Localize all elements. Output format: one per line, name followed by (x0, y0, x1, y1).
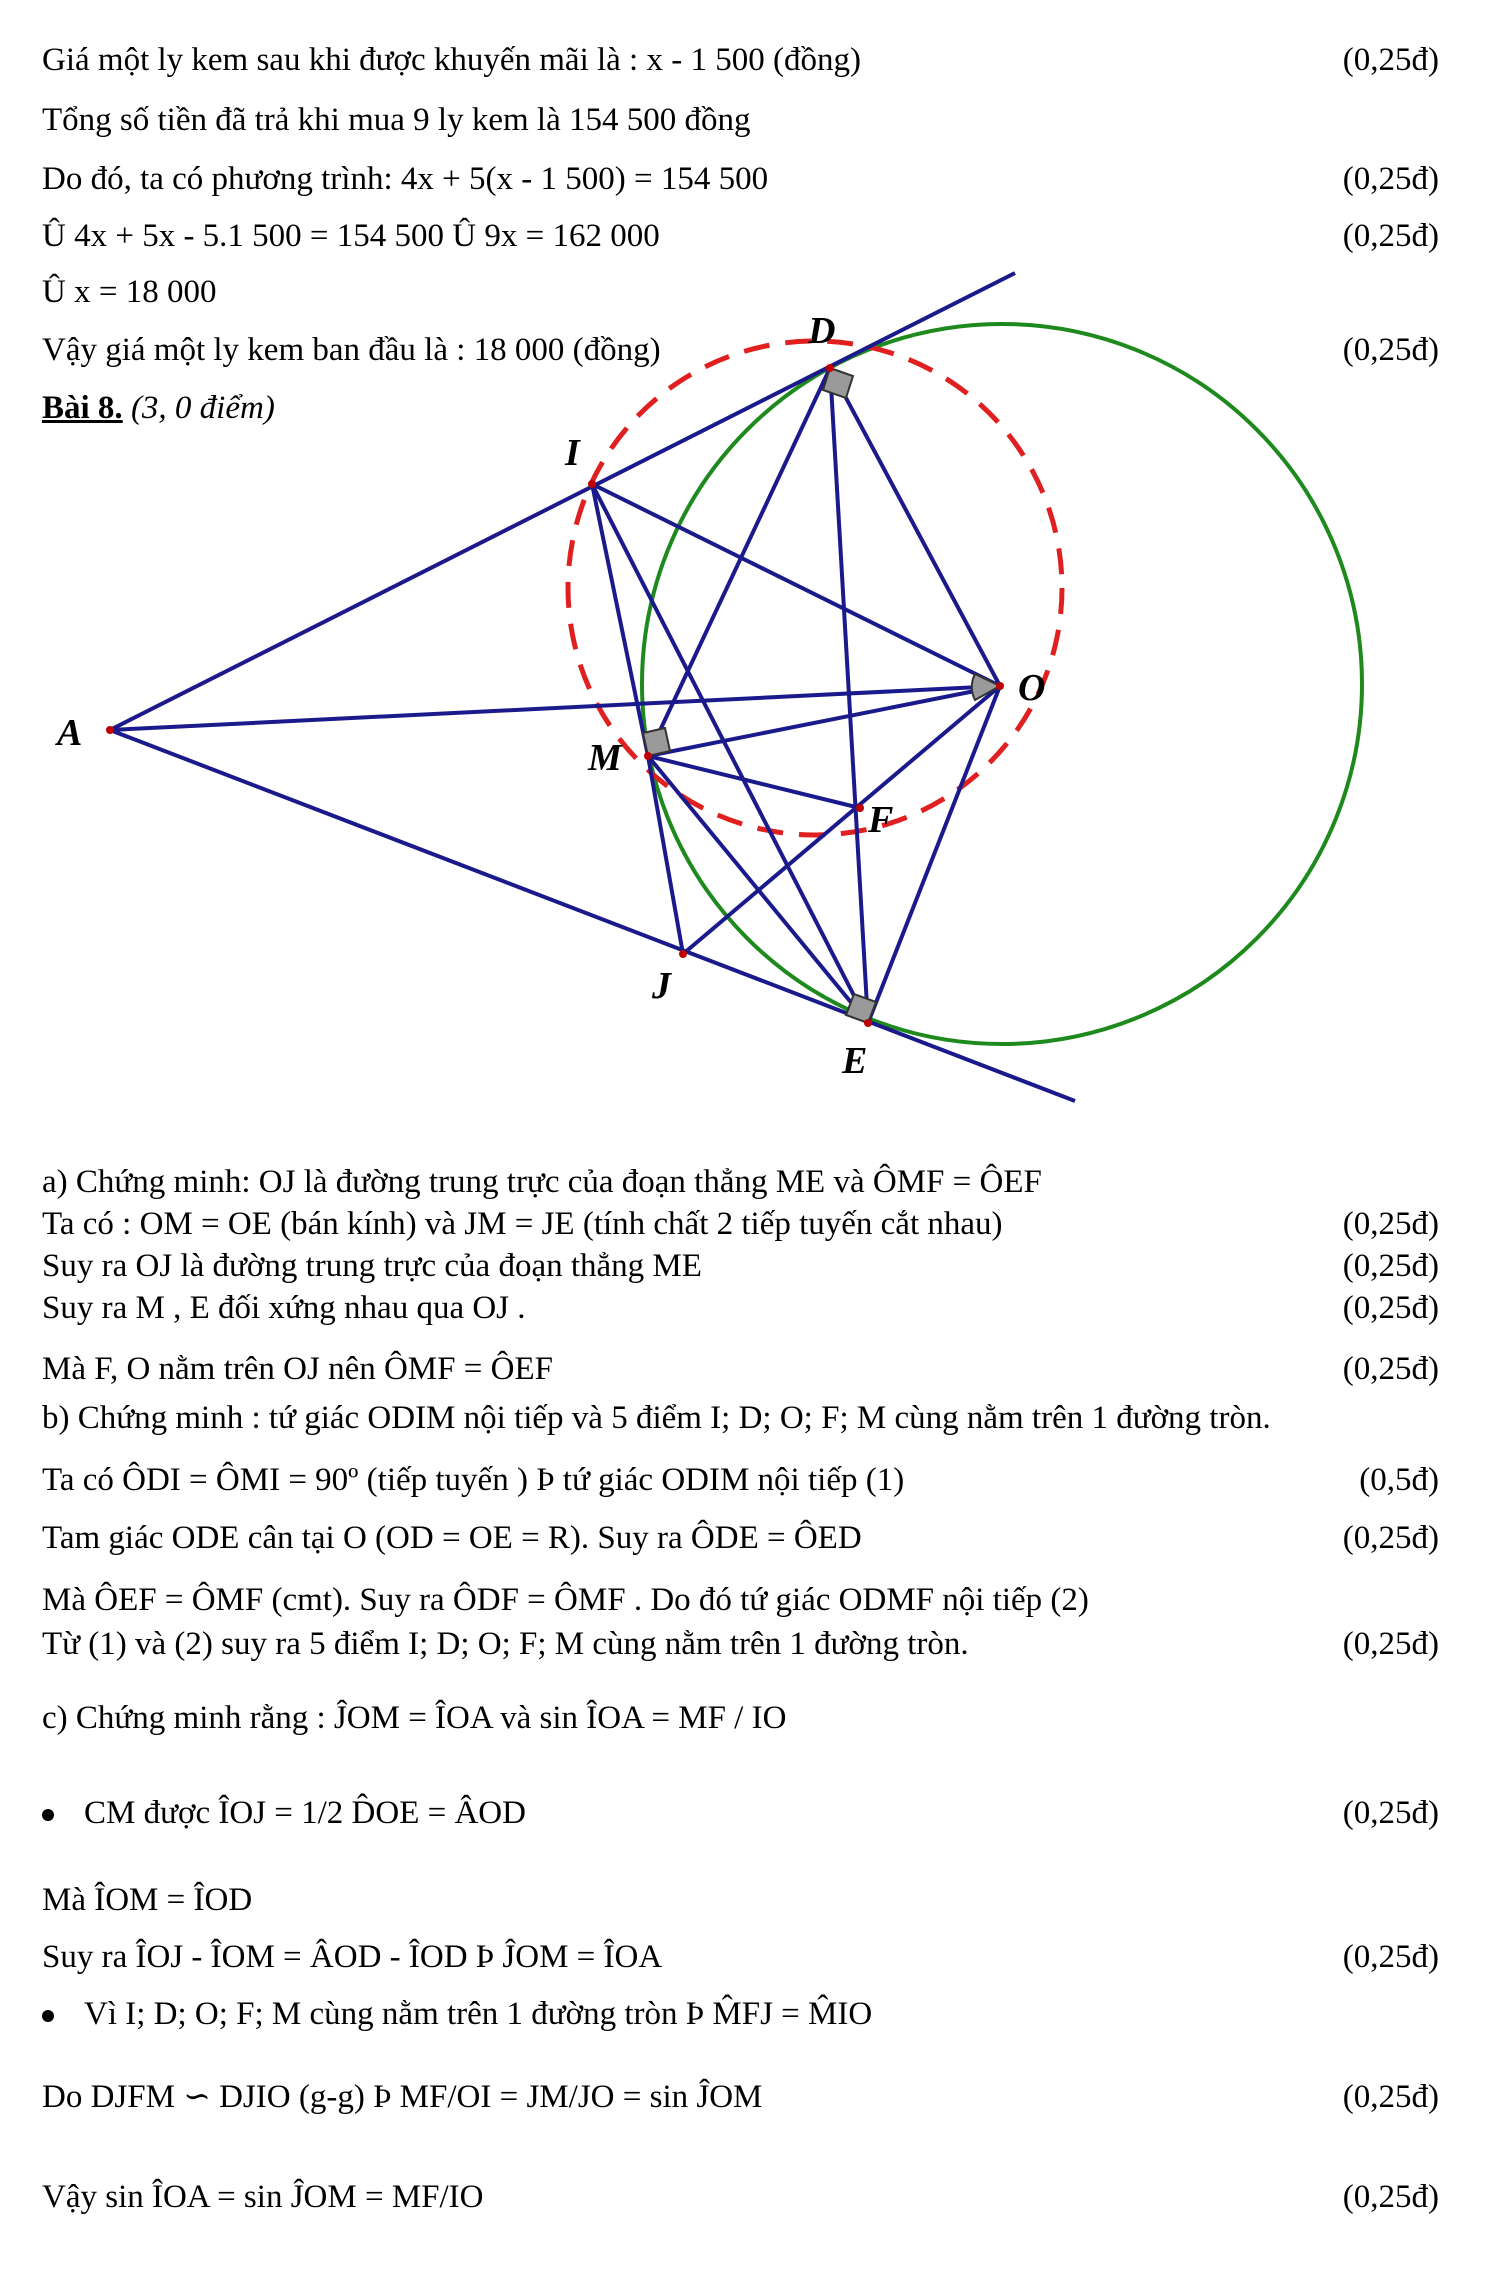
score-label: (0,25đ) (1342, 1795, 1439, 1831)
point-i (588, 480, 596, 488)
line-text: Vậy sin ÎOA = sin ĴOM = MF/IO (42, 2179, 484, 2215)
point-a (106, 726, 114, 734)
score-label: (0,25đ) (1342, 1290, 1439, 1326)
line-text: a) Chứng minh: OJ là đường trung trực của đoạn thẳng ME và ÔMF = ÔEF (42, 1164, 1042, 1200)
line-text: Ta có ÔDI = ÔMI = 90º (tiếp tuyến ) Þ tứ giác ODIM nội tiếp (1) (42, 1462, 905, 1498)
label-f: F (868, 799, 894, 841)
segment-do (830, 368, 1000, 686)
geometry-figure (0, 0, 1489, 1130)
line-text: Ta có : OM = OE (bán kính) và JM = JE (tính chất 2 tiếp tuyến cắt nhau) (42, 1206, 1003, 1242)
line-text: Mà ÎOM = ÎOD (42, 1882, 253, 1918)
point-o (996, 682, 1004, 690)
segment-ao (110, 686, 1000, 730)
line-text: Do đó, ta có phương trình: 4x + 5(x - 1 500) = 154 500 (42, 161, 769, 197)
score-label: (0,25đ) (1342, 1206, 1439, 1242)
segment-io (592, 484, 1000, 686)
label-o: O (1018, 667, 1046, 709)
line-text: Vì I; D; O; F; M cùng nằm trên 1 đường tròn Þ M̂FJ = M̂IO (84, 1996, 873, 2032)
tangent-line-ad (110, 273, 1015, 730)
line-text: c) Chứng minh rằng : ĴOM = ÎOA và sin ÎOA = MF / IO (42, 1700, 787, 1736)
score-label: (0,25đ) (1342, 1939, 1439, 1975)
line-text: Tổng số tiền đã trả khi mua 9 ly kem là 154 500 đồng (42, 102, 751, 138)
score-label: (0,25đ) (1342, 42, 1439, 78)
line-text: Do DJFM ∽ DJIO (g-g) Þ MF/OI = JM/JO = sin ĴOM (42, 2079, 763, 2115)
score-label: (0,25đ) (1342, 1351, 1439, 1387)
line-text: Giá một ly kem sau khi được khuyến mãi là : x - 1 500 (đồng) (42, 42, 861, 78)
right-angle-m (643, 728, 670, 756)
score-label: (0,25đ) (1342, 218, 1439, 254)
line-text: Û 4x + 5x - 5.1 500 = 154 500 Û 9x = 162 000 (42, 218, 660, 254)
point-j (679, 950, 687, 958)
line-text: Suy ra M , E đối xứng nhau qua OJ . (42, 1290, 526, 1326)
point-m (644, 752, 652, 760)
line-text: Suy ra ÎOJ - ÎOM = ÂOD - ÎOD Þ ĴOM = ÎOA (42, 1939, 663, 1975)
section-points: (3, 0 điểm) (130, 390, 275, 426)
tangent-line-ae (110, 730, 1075, 1101)
score-label: (0,25đ) (1342, 161, 1439, 197)
line-text: Mà ÔEF = ÔMF (cmt). Suy ra ÔDF = ÔMF . Do đó tứ giác ODMF nội tiếp (2) (42, 1582, 1089, 1618)
score-label: (0,25đ) (1342, 1520, 1439, 1556)
score-label: (0,5đ) (1359, 1462, 1439, 1498)
label-m: M (588, 737, 622, 779)
line-text: Từ (1) và (2) suy ra 5 điểm I; D; O; F; M cùng nằm trên 1 đường tròn. (42, 1626, 969, 1662)
dashed-circle (568, 341, 1062, 835)
segment-oe (868, 686, 1000, 1023)
bullet-icon (42, 2010, 54, 2022)
line-text: CM được ÎOJ = 1/2 D̂OE = ÂOD (84, 1795, 526, 1831)
score-label: (0,25đ) (1342, 332, 1439, 368)
label-e: E (842, 1040, 868, 1082)
point-e (864, 1019, 872, 1027)
label-d: D (808, 310, 836, 352)
line-text: Tam giác ODE cân tại O (OD = OE = R). Suy ra ÔDE = ÔED (42, 1520, 862, 1556)
point-f (856, 804, 864, 812)
bullet-icon (42, 1809, 54, 1821)
line-text: Mà F, O nằm trên OJ nên ÔMF = ÔEF (42, 1351, 553, 1387)
score-label: (0,25đ) (1342, 2179, 1439, 2215)
score-label: (0,25đ) (1342, 1626, 1439, 1662)
score-label: (0,25đ) (1342, 1248, 1439, 1284)
point-d (826, 364, 834, 372)
label-i: I (565, 432, 580, 474)
label-j: J (652, 965, 671, 1007)
line-text: b) Chứng minh : tứ giác ODIM nội tiếp và 5 điểm I; D; O; F; M cùng nằm trên 1 đường tròn. (42, 1400, 1271, 1436)
label-a: A (57, 712, 83, 754)
score-label: (0,25đ) (1342, 2079, 1439, 2115)
line-text: Suy ra OJ là đường trung trực của đoạn thẳng ME (42, 1248, 702, 1284)
line-text: Û x = 18 000 (42, 274, 217, 310)
line-text: Vậy giá một ly kem ban đầu là : 18 000 (đồng) (42, 332, 661, 368)
section-title: Bài 8. (42, 390, 123, 426)
